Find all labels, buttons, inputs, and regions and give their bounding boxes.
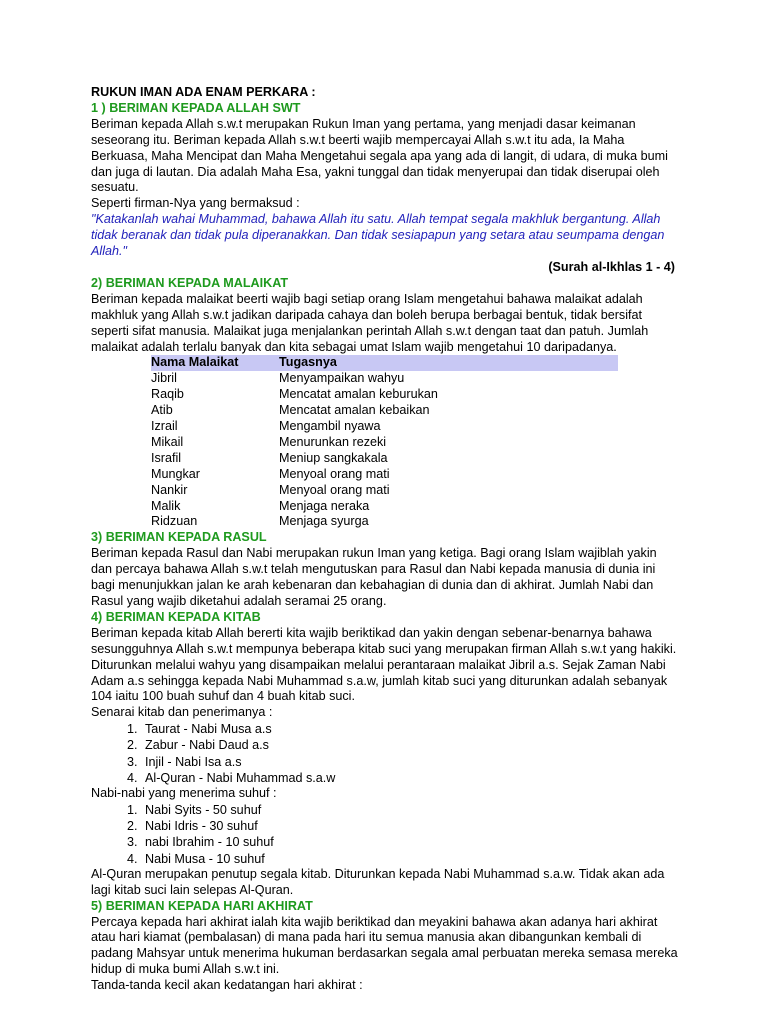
table-row (151, 514, 618, 530)
table-row (151, 435, 618, 451)
malaikat-task: Menyoal orang mati (279, 482, 390, 497)
section-4-heading: 4) BERIMAN KEPADA KITAB (91, 609, 261, 624)
malaikat-name: Malik (151, 498, 181, 513)
list-item: 1. Nabi Syits - 50 suhuf (141, 802, 681, 818)
malaikat-name: Nankir (151, 482, 188, 497)
section-1-heading: 1 ) BERIMAN KEPADA ALLAH SWT (91, 100, 301, 115)
malaikat-task: Menyampaikan wahyu (279, 371, 405, 386)
malaikat-name: Mungkar (151, 466, 200, 481)
list-item: 1. Taurat - Nabi Musa a.s (141, 721, 681, 737)
section-1-citation: (Surah al-Ikhlas 1 - 4) (548, 259, 675, 274)
malaikat-name: Raqib (151, 387, 184, 402)
malaikat-task: Menjaga neraka (279, 498, 370, 513)
malaikat-name: Israfil (151, 450, 182, 465)
kitab-list-intro: Senarai kitab dan penerimanya : (91, 705, 273, 720)
table-row (151, 467, 618, 483)
section-3-body: Beriman kepada Rasul dan Nabi merupakan rukun Iman yang ketiga. Bagi orang Islam wajiblah yakin dan percaya bahawa Allah s.w.t telah mengutuskan para Rasul dan Nabi kepada manusia di dunia ini bagi menunjukkan jalan ke arah kebenaran dan kebahagian di dunia dan di akhirat. Jumlah Nabi dan Rasul yang wajib diketahui adalah seramai 25 orang. (91, 546, 657, 608)
list-item: 2. Zabur - Nabi Daud a.s (141, 737, 681, 753)
list-item: 3. Injil - Nabi Isa a.s (141, 754, 681, 770)
section-5-signs-intro: Tanda-tanda kecil akan kedatangan hari akhirat : (91, 978, 363, 993)
kitab-list (91, 721, 681, 786)
malaikat-table-header-row (151, 355, 618, 371)
section-3-heading: 3) BERIMAN KEPADA RASUL (91, 530, 267, 545)
section-1-intro: Seperti firman-Nya yang bermaksud : (91, 196, 300, 211)
table-row (151, 371, 618, 387)
malaikat-name: Mikail (151, 434, 184, 449)
document-page (91, 85, 681, 994)
table-row (151, 451, 618, 467)
malaikat-task: Mengambil nyawa (279, 419, 381, 434)
table-row (151, 387, 618, 403)
malaikat-task: Meniup sangkakala (279, 450, 388, 465)
suhuf-list-intro: Nabi-nabi yang menerima suhuf : (91, 786, 277, 801)
malaikat-name: Izrail (151, 419, 178, 434)
table-row (151, 403, 618, 419)
table-row (151, 483, 618, 499)
suhuf-list (91, 802, 681, 867)
malaikat-task: Menyoal orang mati (279, 466, 390, 481)
section-1-body: Beriman kepada Allah s.w.t merupakan Rukun Iman yang pertama, yang menjadi dasar keimanan seseorang itu. Beriman kepada Allah s.w.t beerti wajib mempercayai Allah s.w.t itu ada, Ia Maha Berkuasa, Maha Mencipat dan Maha Mengetahui segala apa yang ada di langit, di udara, di muka bumi dan juga di lautan. Dia adalah Maha Esa, yakni tunggal dan tidak menyerupai dan tidak diserupai oleh sesuatu. (91, 116, 668, 195)
section-4-closing: Al-Quran merupakan penutup segala kitab. Diturunkan kepada Nabi Muhammad s.a.w. Tidak akan ada lagi kitab suci lain selepas Al-Quran. (91, 866, 665, 897)
malaikat-task: Menurunkan rezeki (279, 434, 387, 449)
section-5-heading: 5) BERIMAN KEPADA HARI AKHIRAT (91, 898, 313, 913)
table-row (151, 419, 618, 435)
table-row (151, 499, 618, 515)
malaikat-name: Ridzuan (151, 514, 198, 529)
section-2-heading: 2) BERIMAN KEPADA MALAIKAT (91, 275, 289, 290)
malaikat-name: Atib (151, 403, 173, 418)
malaikat-name: Jibril (151, 371, 177, 386)
malaikat-table-header-name: Nama Malaikat (151, 355, 279, 371)
section-2-body: Beriman kepada malaikat beerti wajib bagi setiap orang Islam mengetahui bahawa malaikat adalah makhluk yang Allah s.w.t jadikan daripada cahaya dan boleh berupa berbagai bentuk, tidak bersifat seperti sifat manusia. Malaikat juga menjalankan perintah Allah s.w.t dengan taat dan patuh. Jumlah malaikat adalah terlalu banyak dan kita sebagai umat Islam wajib mengetahui 10 daripadanya. (91, 291, 649, 354)
list-item: 4. Nabi Musa - 10 suhuf (141, 851, 681, 867)
section-1-quote: "Katakanlah wahai Muhammad, bahawa Allah itu satu. Allah tempat segala makhluk bergantung. Allah tidak beranak dan tidak pula diperanakkan. Dan tidak sesiapapun yang setara atau seumpama dengan Allah." (91, 212, 665, 259)
malaikat-table (151, 355, 618, 530)
section-5-body: Percaya kepada hari akhirat ialah kita wajib beriktikad dan meyakini bahawa akan adanya hari akhirat atau hari kiamat (pembalasan) di mana pada hari itu semua manusia akan dibangunkan kembali di padang Mahsyar untuk menerima hukuman berdasarkan segala amal perbuatan mereka semasa mereka hidup di muka bumi Allah s.w.t ini. (91, 914, 678, 977)
list-item: 4. Al-Quran - Nabi Muhammad s.a.w (141, 770, 681, 786)
malaikat-task: Menjaga syurga (279, 514, 369, 529)
malaikat-task: Mencatat amalan kebaikan (279, 403, 430, 418)
document-title: RUKUN IMAN ADA ENAM PERKARA : (91, 85, 316, 99)
list-item: 2. Nabi Idris - 30 suhuf (141, 818, 681, 834)
malaikat-table-header-task: Tugasnya (279, 355, 618, 371)
section-4-body: Beriman kepada kitab Allah bererti kita wajib beriktikad dan yakin dengan sebenar-benarnya bahawa sesungguhnya Allah s.w.t mempunya beberapa kitab suci yang merupakan firman Allah s.w.t yang hakiki. Diturunkan melalui wahyu yang disampaikan melalui perantaraan malaikat Jibril a.s. Sejak Zaman Nabi Adam a.s sehingga kepada Nabi Muhammad s.a.w, jumlah kitab suci yang diturunkan adalah sebanyak 104 iaitu 100 buah suhuf dan 4 buah kitab suci. (91, 625, 677, 704)
malaikat-task: Mencatat amalan keburukan (279, 387, 438, 402)
list-item: 3. nabi Ibrahim - 10 suhuf (141, 834, 681, 850)
